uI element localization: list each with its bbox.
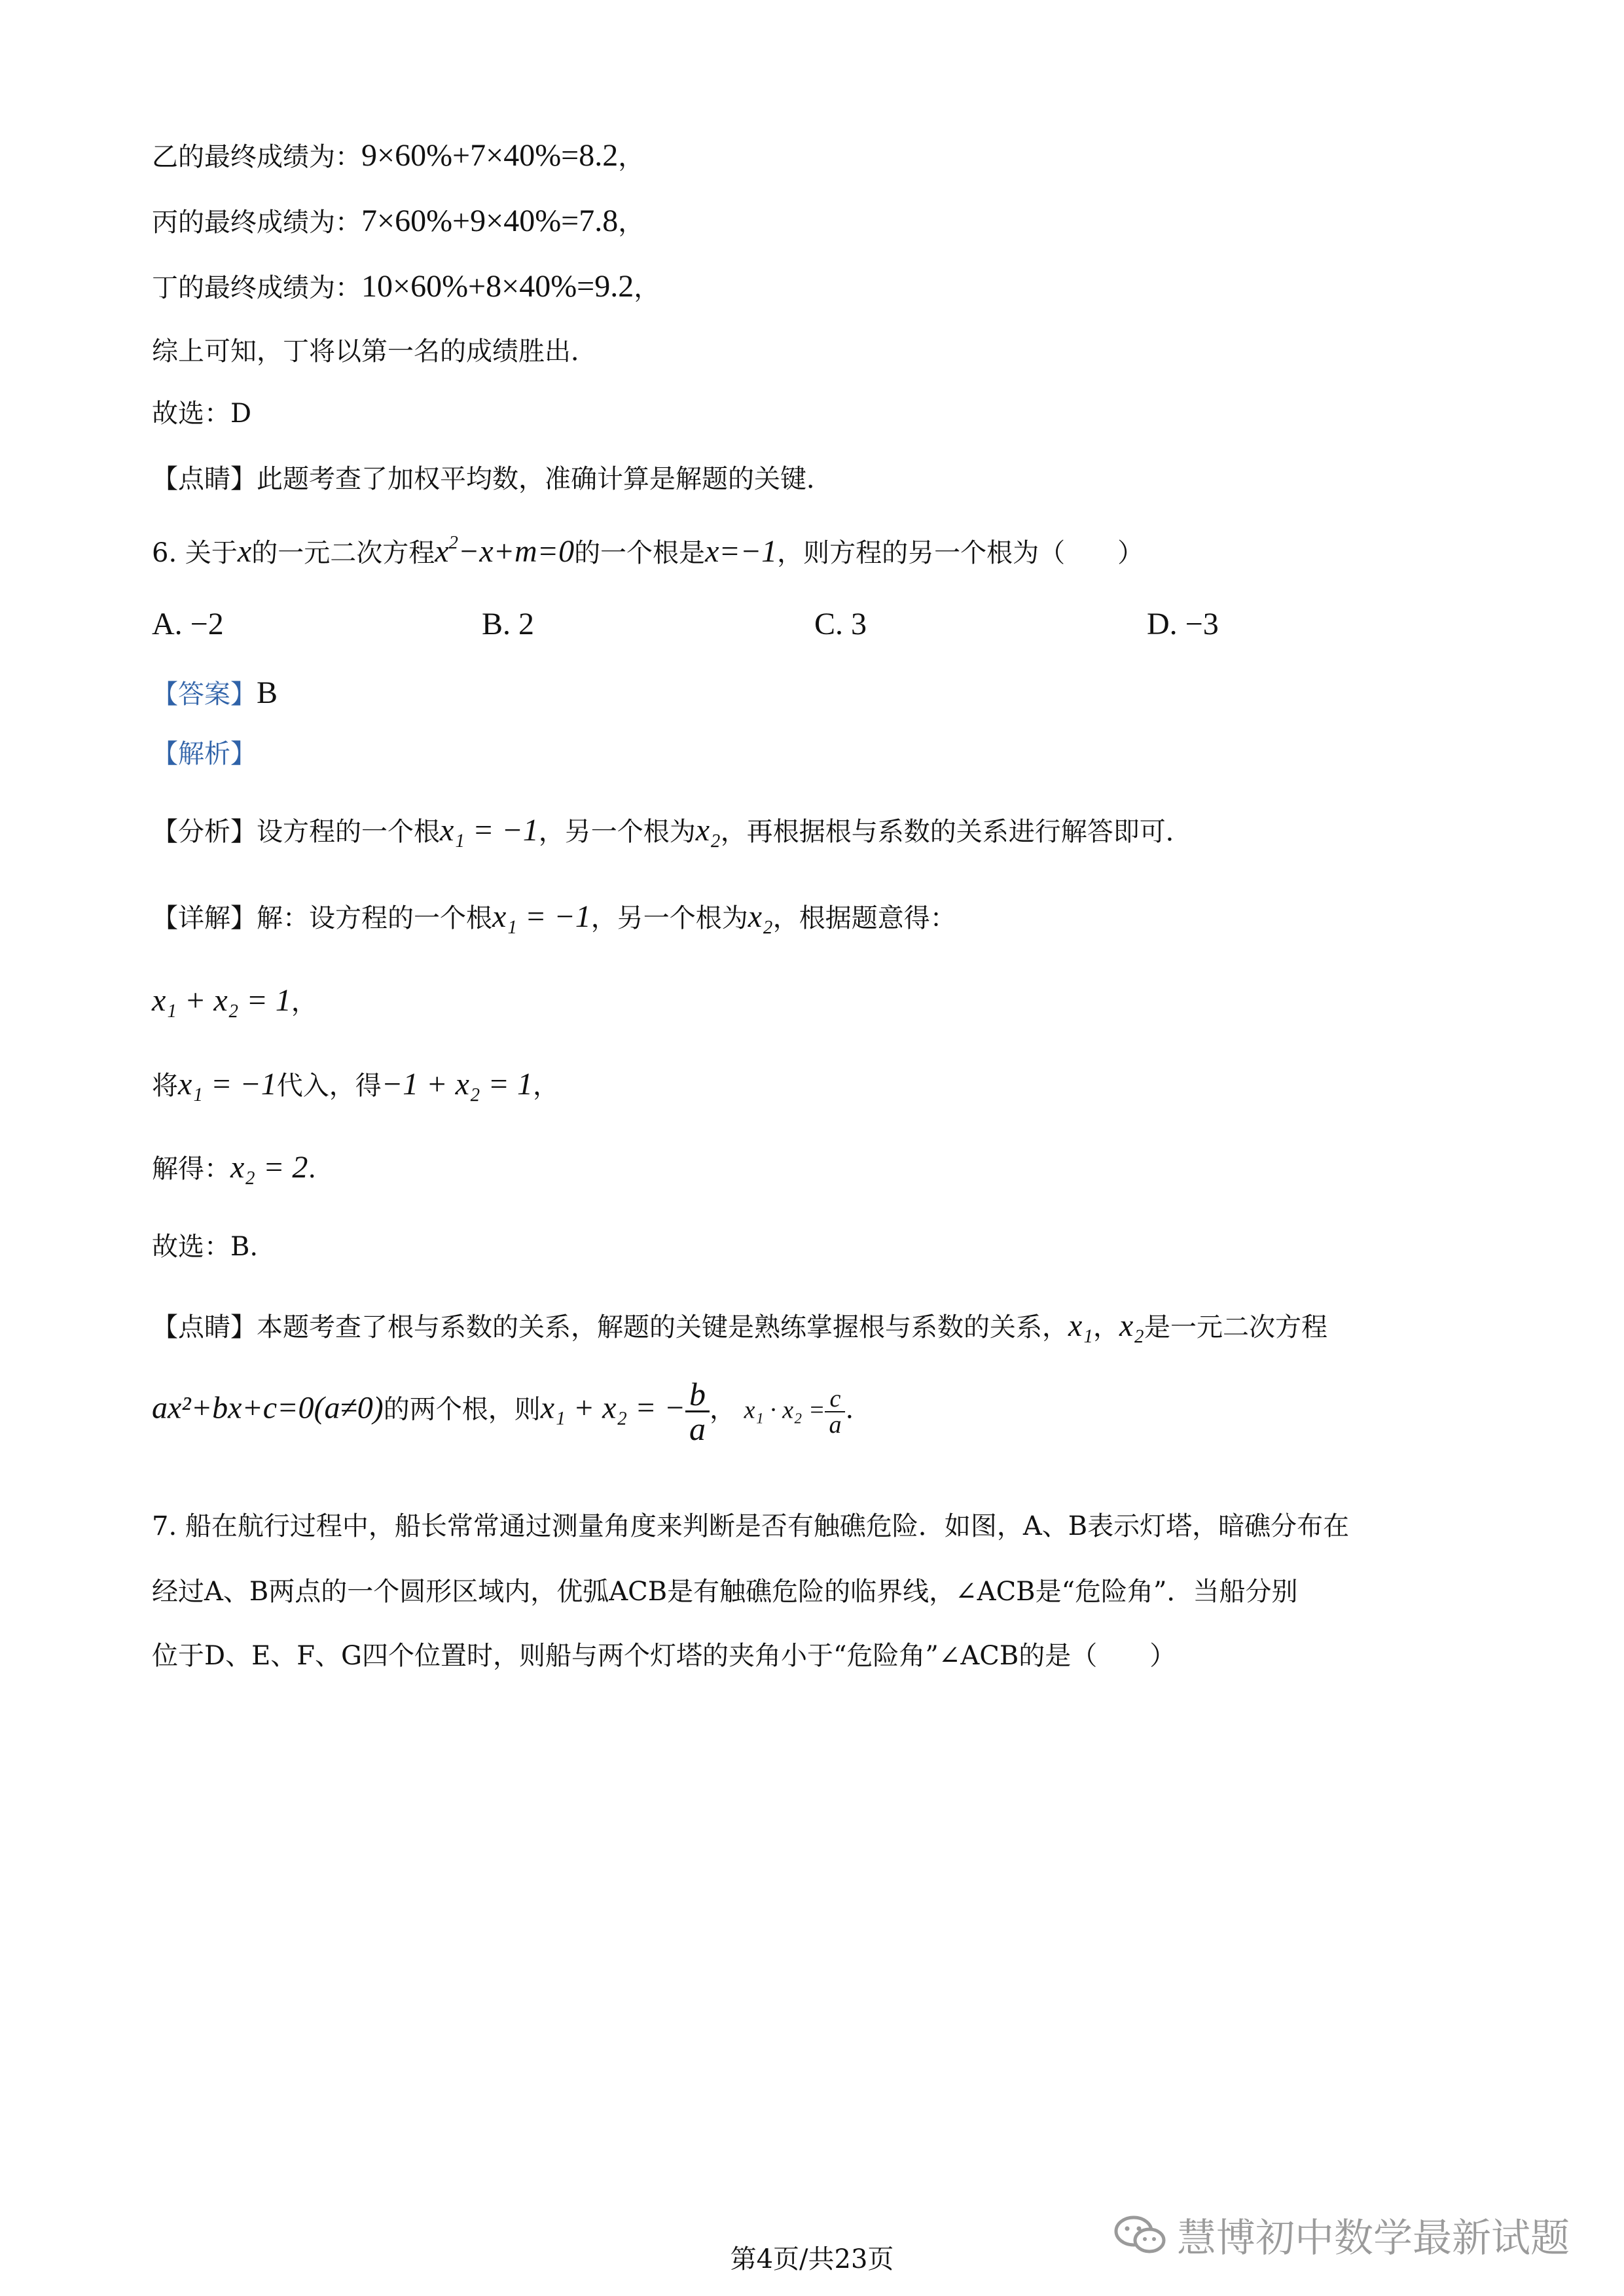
math-x2-value: x₂ = 2 <box>230 1150 308 1185</box>
xiangjie-line <box>152 901 956 933</box>
punct: ， <box>291 987 317 1017</box>
math-x1: x₁ = −1 <box>492 899 591 934</box>
option-b: B. 2 <box>482 607 535 641</box>
question-7-line-1: 7. 船在航行过程中，船长常常通过测量角度来判断是否有触礁危险．如图，A、B表示灯塔，暗礁分布在 <box>152 1511 1350 1541</box>
stem-text: 关于 <box>185 538 238 569</box>
equation <box>435 534 574 569</box>
choice-line: 故选：D <box>152 399 252 429</box>
eq-x: x <box>435 534 449 569</box>
math-x2: x₂ <box>748 899 773 934</box>
dianjing-text: 是一元二次方程 <box>1144 1312 1327 1342</box>
question-7-line-2: 经过A、B两点的一个圆形区域内，优弧ACB是有触礁危险的临界线，∠ACB是“危险角”．当船分别 <box>152 1577 1298 1607</box>
stem-text: 的一元二次方程 <box>251 538 435 569</box>
score-formula: 9×60%+7×40%=8.2 <box>361 138 619 173</box>
score-line-bing <box>152 206 644 237</box>
answer-label: 【答案】 <box>152 679 257 709</box>
question-7-line-3: 位于D、E、F、G四个位置时，则船与两个灯塔的夹角小于“危险角”∠ACB的是（ ） <box>152 1641 1176 1671</box>
sum-equation-line <box>152 985 317 1016</box>
score-line-ding <box>152 271 660 302</box>
answer-value: B <box>257 675 278 710</box>
punct: ， <box>618 207 645 238</box>
frac-denominator: a <box>829 1410 842 1439</box>
score-formula: 7×60%+9×40%=7.8 <box>361 204 619 238</box>
conclusion-line: 综上可知，丁将以第一名的成绩胜出． <box>152 336 597 367</box>
option-c: C. 3 <box>814 607 867 641</box>
answer-line <box>152 677 278 709</box>
frac-numerator: c <box>825 1386 845 1412</box>
punct: . <box>845 1394 854 1425</box>
fenxi-line <box>152 815 1192 846</box>
math-var: x <box>237 534 252 569</box>
math-substituted: −1 + x₂ = 1 <box>381 1067 533 1102</box>
vieta-sum: x₁ + x₂ = − <box>540 1390 685 1426</box>
fraction-c-over-a <box>825 1386 845 1437</box>
fenxi-text: 【分析】设方程的一个根 <box>152 817 440 847</box>
math-x1: x₁ <box>1068 1308 1093 1343</box>
fenxi-text: ，再根据根与系数的关系进行解答即可． <box>720 817 1192 847</box>
punct: . <box>308 1154 317 1184</box>
math-x1: x₁ = −1 <box>440 813 539 848</box>
math-x2: x₂ <box>695 813 721 848</box>
score-line-yi <box>152 140 644 171</box>
score-label: 丙的最终成绩为： <box>152 207 361 238</box>
dianjing-q6-line <box>152 1310 1327 1342</box>
punct: ， <box>1093 1312 1119 1342</box>
sub-text: 代入，得 <box>276 1071 382 1101</box>
quadratic-equation: ax²+bx+c=0(a≠0) <box>152 1390 384 1426</box>
substitute-line <box>152 1069 559 1100</box>
question-number: 6. <box>152 538 177 569</box>
fraction-b-over-a <box>685 1378 710 1445</box>
root-value: x=−1 <box>705 534 778 569</box>
punct: ， <box>618 142 645 172</box>
score-formula: 10×60%+8×40%=9.2 <box>361 269 634 304</box>
option-a: A. −2 <box>152 607 224 641</box>
xiangjie-text: ，根据题意得： <box>772 903 956 933</box>
frac-denominator: a <box>689 1410 706 1447</box>
math-x2: x₂ <box>1119 1308 1144 1343</box>
xiangjie-text: 【详解】解：设方程的一个根 <box>152 903 492 933</box>
eq-exponent: 2 <box>448 532 458 553</box>
stem-text: ，则方程的另一个根为（ ） <box>777 538 1144 569</box>
solve-text: 解得： <box>152 1154 230 1184</box>
score-label: 乙的最终成绩为： <box>152 142 361 172</box>
question-6-stem <box>152 533 1144 567</box>
dianjing-text: 【点睛】本题考查了根与系数的关系，解题的关键是熟练掌握根与系数的关系， <box>152 1312 1068 1342</box>
option-d: D. −3 <box>1147 607 1219 641</box>
eq-rest: −x+m=0 <box>458 534 575 569</box>
page-footer: 第4页/共23页 <box>730 2244 894 2274</box>
vieta-text: 的两个根，则 <box>383 1394 541 1425</box>
vieta-product: x₁ · x₂ = <box>744 1396 825 1424</box>
punct: ， <box>634 273 660 303</box>
dianjing-line: 【点睛】此题考查了加权平均数，准确计算是解题的关键． <box>152 464 833 494</box>
frac-numerator: b <box>685 1378 710 1412</box>
vieta-line <box>152 1378 854 1445</box>
fenxi-text: ，另一个根为 <box>538 817 696 847</box>
punct: ， <box>532 1071 559 1101</box>
sub-text: 将 <box>152 1071 178 1101</box>
solve-line <box>152 1152 316 1183</box>
sum-equation: x₁ + x₂ = 1 <box>152 983 291 1018</box>
watermark-text: 慧博初中数学最新试题 <box>1177 2215 1570 2261</box>
math-x1: x₁ = −1 <box>178 1067 277 1102</box>
xiangjie-text: ，另一个根为 <box>590 903 748 933</box>
analysis-label: 【解析】 <box>152 739 257 769</box>
stem-text: 的一个根是 <box>574 538 706 569</box>
score-label: 丁的最终成绩为： <box>152 273 361 303</box>
choose-line: 故选：B. <box>152 1232 259 1262</box>
punct: ， <box>709 1394 736 1425</box>
